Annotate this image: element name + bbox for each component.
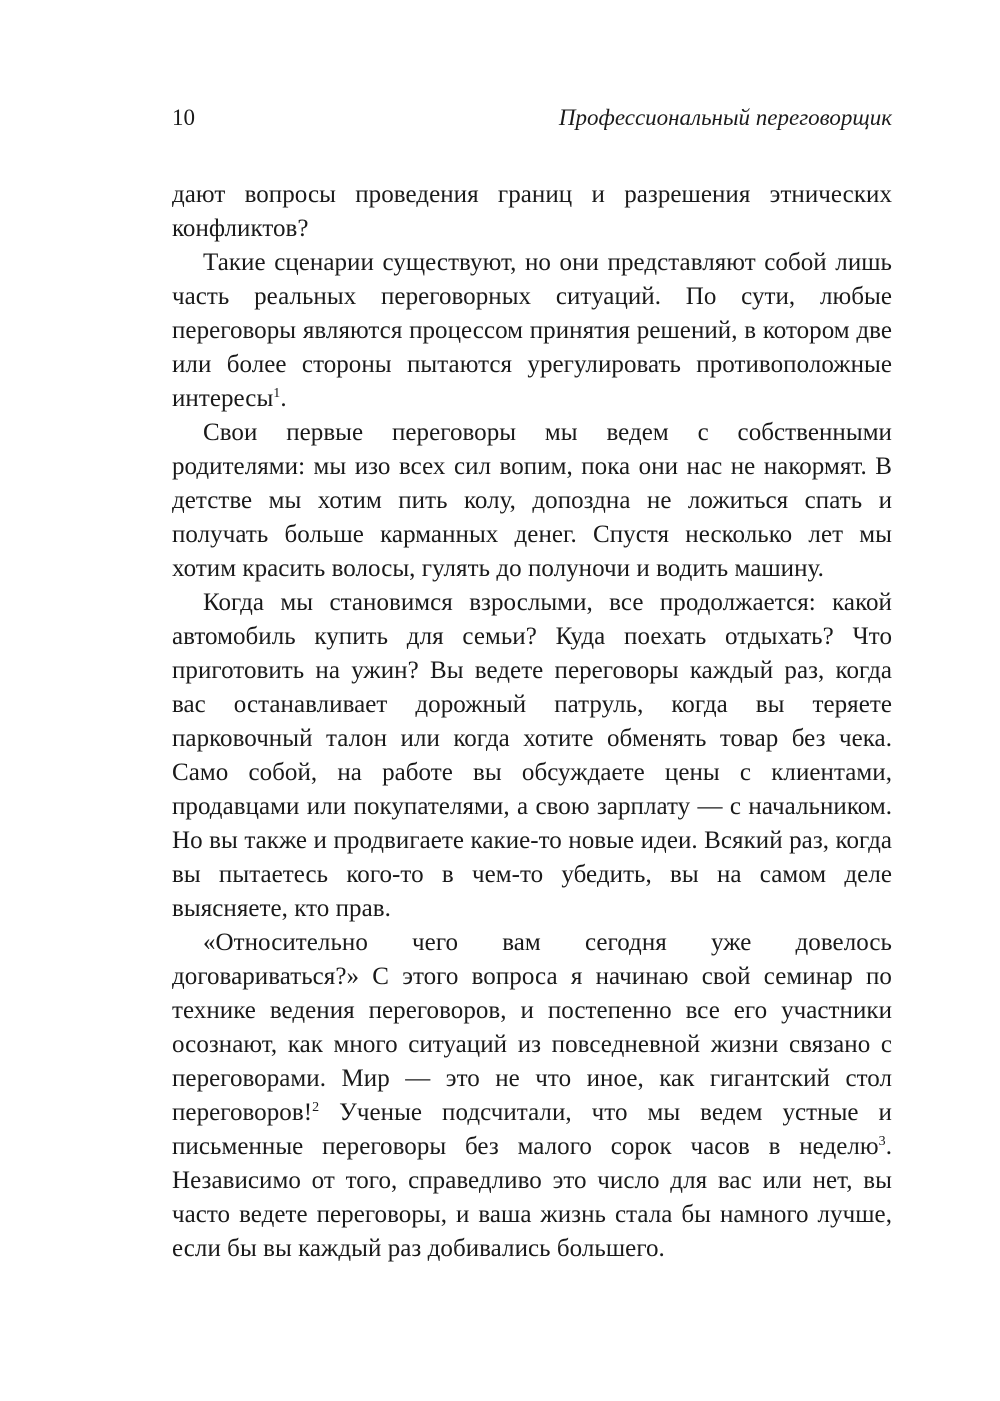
paragraph-1-text: дают вопросы проведения границ и разрешения этнических конфликтов? xyxy=(172,181,892,242)
paragraph-3 xyxy=(172,416,892,586)
paragraph-1 xyxy=(172,178,892,246)
footnote-ref-1[interactable]: 1 xyxy=(273,386,281,401)
running-title: Профессиональный переговорщик xyxy=(558,105,892,130)
footnote-ref-3[interactable]: 3 xyxy=(878,1134,886,1149)
paragraph-5-text-a: «Относительно чего вам сегодня уже довелось договариваться?» С этого вопроса я начинаю свой семинар по технике ведения переговоров, и постепенно все его участники осознают, как много ситуаций из повседневной жизни связано с переговорами. Мир — это не что иное, как гигантский стол переговоров! xyxy=(172,929,892,1126)
page-number: 10 xyxy=(172,105,195,130)
paragraph-2 xyxy=(172,246,892,416)
paragraph-2-tail: . xyxy=(280,385,287,412)
body-text xyxy=(172,178,892,1266)
paragraph-5 xyxy=(172,926,892,1266)
paragraph-2-text: Такие сценарии существуют, но они представляют собой лишь часть реальных переговорных ситуаций. По сути, любые переговоры являются процессом принятия решений, в котором две или более стороны пытаются урегулировать противоположные интересы xyxy=(172,249,892,412)
paragraph-4-text: Когда мы становимся взрослыми, все продолжается: какой автомобиль купить для семьи? Куда поехать отдыхать? Что приготовить на ужин? Вы ведете переговоры каждый раз, когда вас останавливает дорожный патруль, когда вы теряете парковочный талон или когда хотите обменять товар без чека. Само собой, на работе вы обсуждаете цены с клиентами, продавцами или покупателями, а свою зарплату — с начальником. Но вы также и продвигаете какие-то новые идеи. Всякий раз, когда вы пытаетесь кого-то в чем-то убедить, вы на самом деле выясняете, кто прав. xyxy=(172,589,892,922)
paragraph-5-text-b: Ученые подсчитали, что мы ведем устные и письменные переговоры без малого сорок часов в неделю xyxy=(172,1099,892,1160)
paragraph-4 xyxy=(172,586,892,926)
paragraph-5-text-c: . Независимо от того, справедливо это число для вас или нет, вы часто ведете переговоры, и ваша жизнь стала бы намного лучше, если бы вы каждый раз добивались большего. xyxy=(172,1133,892,1262)
running-head xyxy=(172,98,892,138)
paragraph-3-text: Свои первые переговоры мы ведем с собственными родителями: мы изо всех сил вопим, пока они нас не накормят. В детстве мы хотим пить колу, допоздна не ложиться спать и получать больше карманных денег. Спустя несколько лет мы хотим красить волосы, гулять до полуночи и водить машину. xyxy=(172,419,892,582)
footnote-ref-2[interactable]: 2 xyxy=(312,1100,320,1115)
